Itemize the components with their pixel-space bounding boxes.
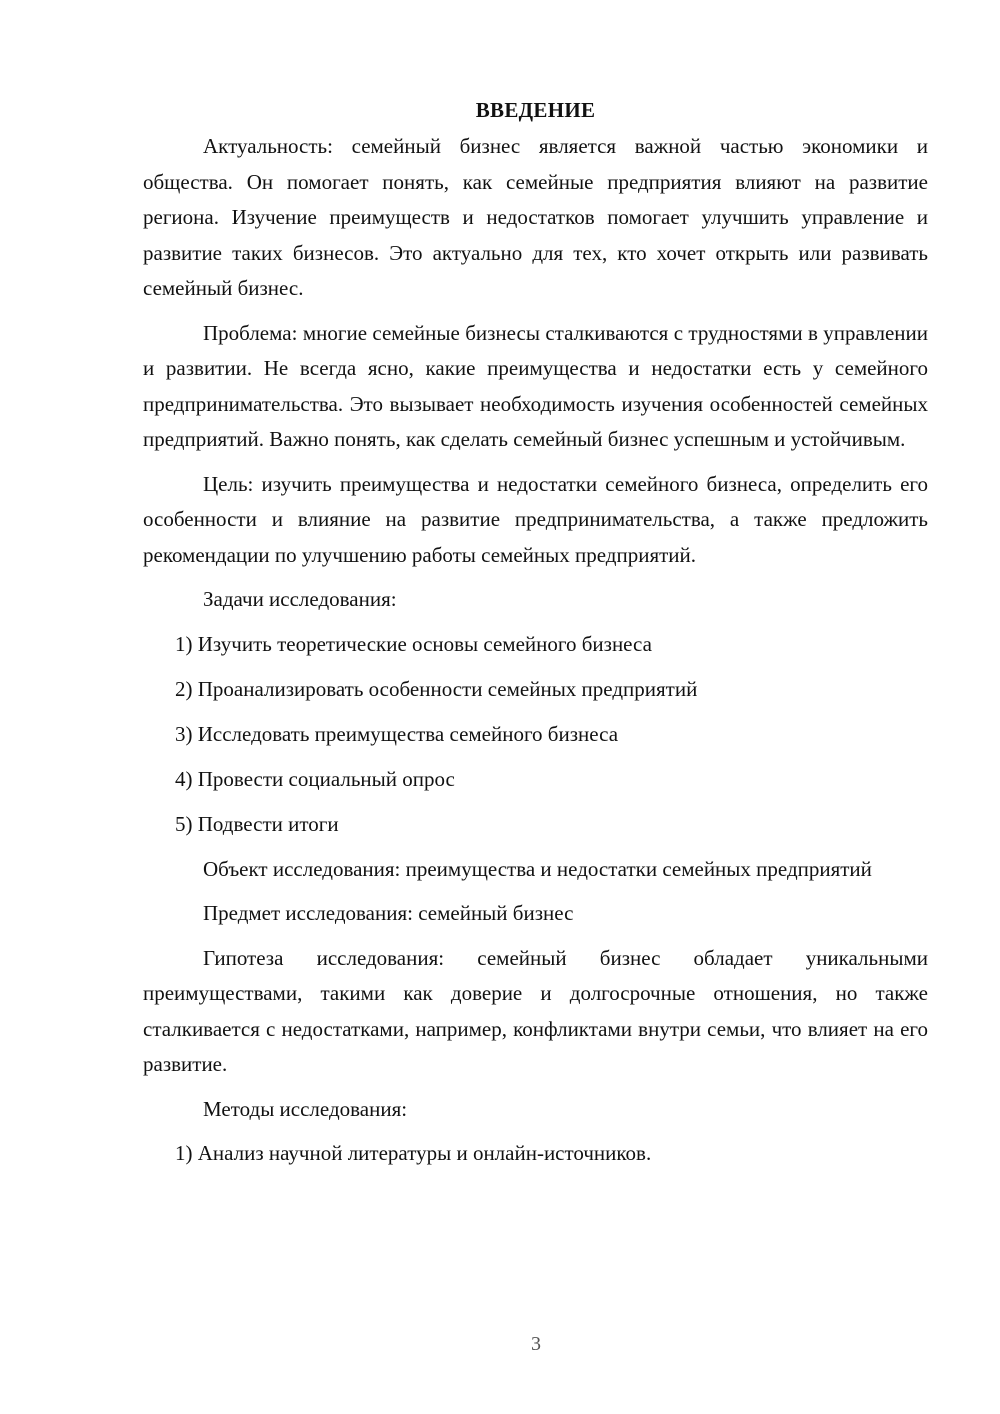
paragraph-relevance: Актуальность: семейный бизнес является важной частью экономики и общества. Он помогает понять, как семейные предприятия влияют на развитие региона. Изучение преимуществ и недостатков помогает улучшить управление и развитие таких бизнесов. Это актуально для тех, кто хочет открыть или развивать семейный бизнес.: [143, 134, 928, 300]
list-item: 2) Проанализировать особенности семейных предприятий: [175, 676, 698, 701]
tasks-heading: Задачи исследования:: [203, 587, 397, 611]
tasks-list: [143, 627, 928, 843]
paragraph-goal: Цель: изучить преимущества и недостатки семейного бизнеса, определить его особенности и влияние на развитие предпринимательства, а также предложить рекомендации по улучшению работы семейных предприятий.: [143, 471, 928, 567]
page-number: 3: [531, 1333, 541, 1355]
paragraph-problem: Проблема: многие семейные бизнесы сталкиваются с трудностями в управлении и развитии. Не всегда ясно, какие преимущества и недостатки есть у семейного предпринимательства. Это вызывает необходимость изучения особенностей семейных предприятий. Важно понять, как сделать семейный бизнес успешным и устойчивым.: [143, 320, 928, 451]
paragraph-subject: Предмет исследования: семейный бизнес: [203, 901, 574, 925]
paragraph-hypothesis: Гипотеза исследования: семейный бизнес обладает уникальными преимуществами, такими как доверие и долгосрочные отношения, но также сталкивается с недостатками, например, конфликтами внутри семьи, что влияет на его развитие.: [143, 945, 928, 1076]
list-item: 1) Изучить теоретические основы семейного бизнеса: [175, 631, 652, 656]
list-item: 3) Исследовать преимущества семейного бизнеса: [175, 721, 619, 746]
methods-list: [143, 1136, 928, 1172]
methods-heading: Методы исследования:: [203, 1096, 408, 1121]
list-item: 5) Подвести итоги: [175, 811, 339, 836]
paragraph-object: Объект исследования: преимущества и недостатки семейных предприятий: [203, 856, 872, 881]
list-item: 4) Провести социальный опрос: [175, 766, 455, 791]
document-page: [143, 95, 928, 1181]
list-item: 1) Анализ научной литературы и онлайн-источников.: [175, 1141, 652, 1165]
page-title: ВВЕДЕНИЕ: [475, 98, 596, 122]
